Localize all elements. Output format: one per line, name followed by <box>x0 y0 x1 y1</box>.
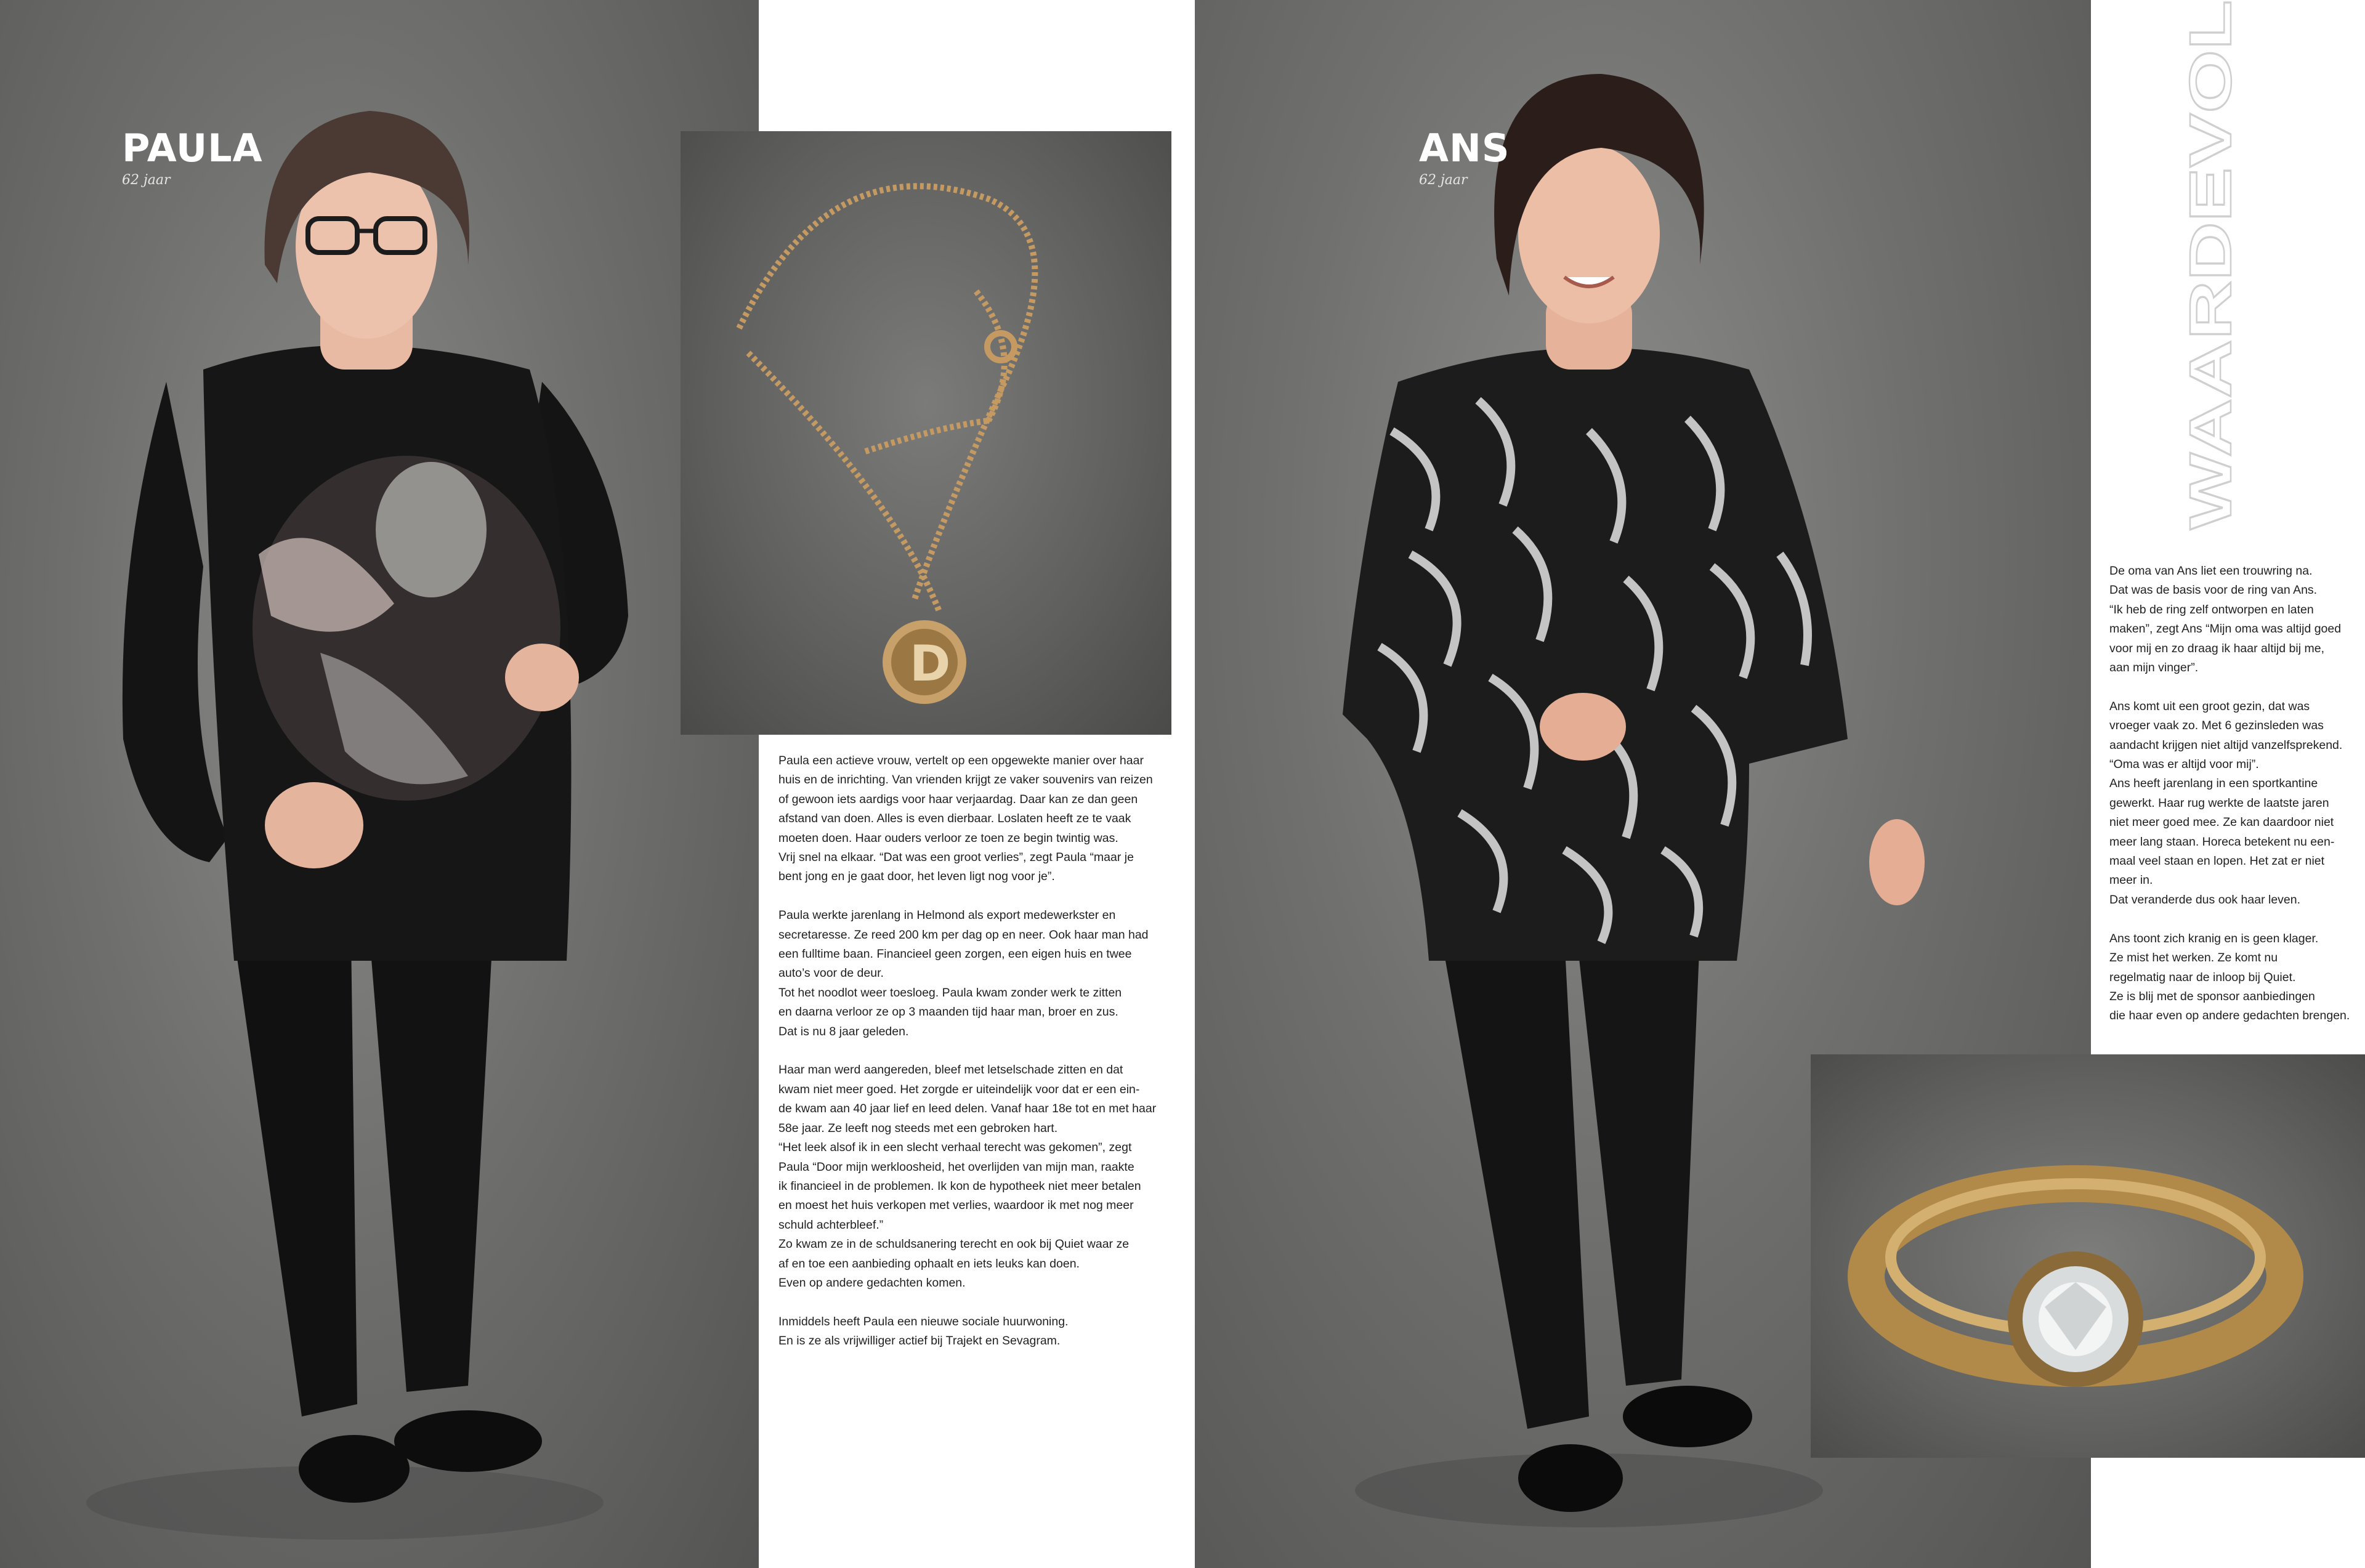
article-paragraph: Ans toont zich kranig en is geen klager. Ze mist het werken. Ze komt nu regelmatig naar de inloop bij Quiet. Ze is blij met de sponsor aanbiedingen die haar even op andere gedachten brengen. <box>2109 931 2350 1023</box>
vertical-title-text: WAARDEVOL <box>2178 145 2244 530</box>
article-paragraph: Ans komt uit een groot gezin, dat was vroeger vaak zo. Met 6 gezinsleden was aandacht krijgen niet altijd vanzelfsprekend. “Oma was er altijd voor mij”. Ans heeft jarenlang in een sportkantine gewerkt. Haar rug werkte de laatste jaren niet meer goed mee. Ze kan daardoor niet meer lang staan. Horeca betekent nu een- maal veel staan en lopen. Het zat er niet meer in. Dat veranderde dus ook haar leven. <box>2109 699 2343 907</box>
name-heading-paula <box>122 126 263 188</box>
person-name: PAULA <box>122 126 263 171</box>
article-body-ans <box>2109 562 2356 1045</box>
article-paragraph: Haar man werd aangereden, bleef met letselschade zitten en dat kwam niet meer goed. Het zorgde er uiteindelijk voor dat er een ein- de kwam aan 40 jaar lief en leed delen. Vanaf haar 18e tot en met haar 58e jaar. Ze leeft nog steeds met een gebroken hart. “Het leek alsof ik in een slecht verhaal terecht was gekomen”, zegt Paula “Door mijn werkloosheid, het overlijden van mijn man, raakte ik financieel in de problemen. Ik kon de hypotheek niet meer betalen en moest het huis verkopen met verlies, waardoor ik met nog meer schuld achterbleef.” Zo kwam ze in de schuldsanering terecht en ook bij Quiet waar ze af en toe een aanbieding ophaalt en iets leuks kan doen. Even op andere gedachten komen. <box>778 1063 1157 1290</box>
svg-text:D: D <box>910 635 951 692</box>
ring-photo <box>1811 1054 2365 1458</box>
article-paragraph: De oma van Ans liet een trouwring na. Dat was de basis voor de ring van Ans. “Ik heb de ring zelf ontworpen en laten maken”, zegt Ans “Mijn oma was altijd goed voor mij en zo draag ik haar altijd bij me, aan mijn vinger”. <box>2109 564 2342 675</box>
portrait-photo-paula <box>0 0 759 1568</box>
article-paragraph: Inmiddels heeft Paula een nieuwe sociale huurwoning. En is ze als vrijwilliger actief bij Trajekt en Sevagram. <box>778 1314 1069 1348</box>
name-heading-ans <box>1419 126 1510 188</box>
vertical-title <box>2178 0 2244 536</box>
person-age: 62 jaar <box>122 172 171 188</box>
person-name: ANS <box>1419 126 1510 171</box>
person-age: 62 jaar <box>1419 172 1468 188</box>
article-body-paula <box>778 751 1160 1370</box>
article-paragraph: Paula werkte jarenlang in Helmond als export medewerkster en secretaresse. Ze reed 200 km per dag op en neer. Ook haar man had een fulltime baan. Financieel geen zorgen, een eigen huis en twee auto’s voor de deur. Tot het noodlot weer toesloeg. Paula kwam zonder werk te zitten en daarna verloor ze op 3 maanden tijd haar man, broer en zus. Dat is nu 8 jaar geleden. <box>778 908 1149 1038</box>
necklace-photo <box>681 131 1171 735</box>
article-paragraph: Paula een actieve vrouw, vertelt op een opgewekte manier over haar huis en de inrichting. Van vrienden krijgt ze vaker souvenirs van reizen of gewoon iets aardigs voor haar verjaardag. Daar kan ze dan geen afstand van doen. Alles is even dierbaar. Loslaten heeft ze te vaak moeten doen. Haar ouders verloor ze toen ze begin twintig was. Vrij snel na elkaar. “Dat was een groot verlies”, zegt Paula “maar je bent jong en je gaat door, het leven ligt nog voor je”. <box>778 754 1153 884</box>
